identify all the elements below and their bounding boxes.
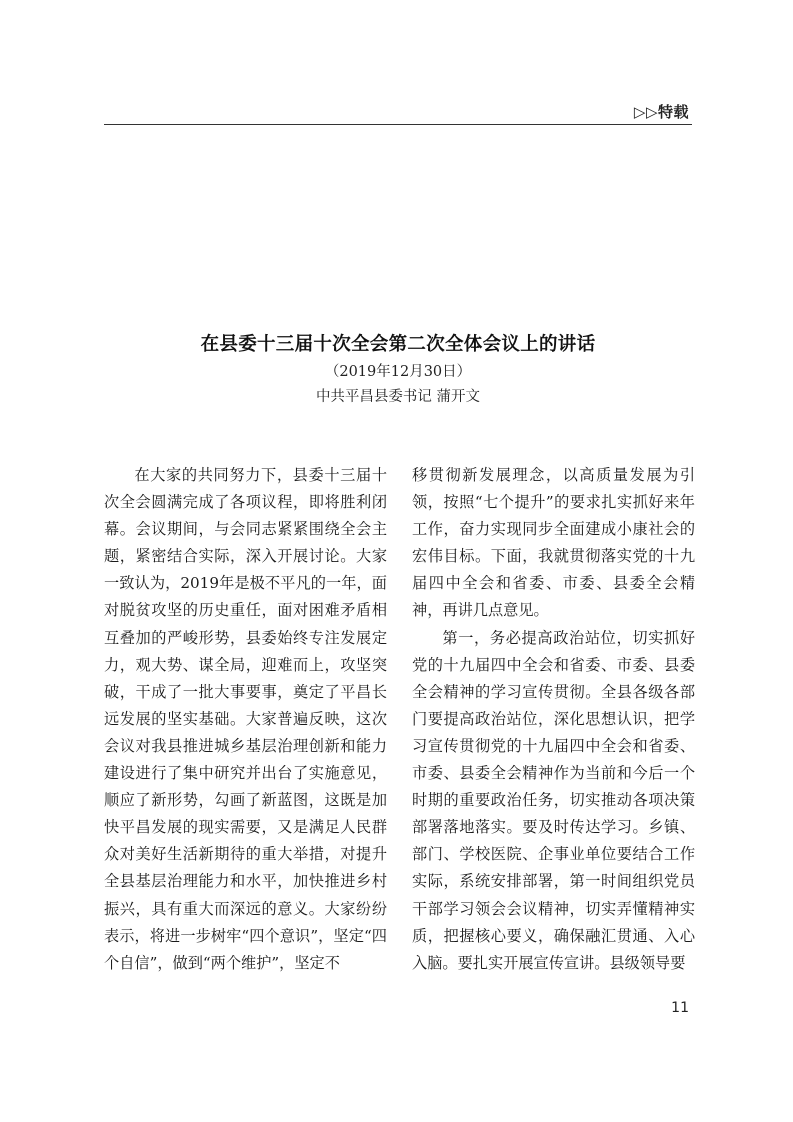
paragraph: 移贯彻新发展理念，以高质量发展为引领，按照“七个提升”的要求扎实抓好来年工作，奋力实现同步全面建成小康社会的宏伟目标。下面，我就贯彻落实党的十九届四中全会和省委、市委、县委全会精神，再讲几点意见。 <box>412 466 695 620</box>
article-date: （2019年12月30日） <box>324 364 472 380</box>
page-number: 11 <box>671 1000 689 1016</box>
section-label: ▷▷特载 <box>633 103 689 121</box>
paragraph: 第一，务必提高政治站位，切实抓好党的十九届四中全会和省委、市委、县委全会精神的学习宣传贯彻。全县各级各部门要提高政治站位，深化思想认识，把学习宣传贯彻党的十九届四中全会和省委、市委、县委全会精神作为当前和今后一个时期的重要政治任务，切实推动各项决策部署落地落实。要及时传达学习。乡镇、部门、学校医院、企事业单位要结合工作实际，系统安排部署，第一时间组织党员干部学习领会会议精神，切实弄懂精神实质，把握核心要义，确保融汇贯通、入心入脑。要扎实开展宣传宣讲。县级领导要 <box>412 628 695 972</box>
body-column-left <box>104 462 387 977</box>
header-divider <box>104 124 692 125</box>
article-title: 在县委十三届十次全会第二次全体会议上的讲话 <box>200 334 596 355</box>
paragraph: 在大家的共同努力下，县委十三届十次全会圆满完成了各项议程，即将胜利闭幕。会议期间，与会同志紧紧围绕全会主题，紧密结合实际，深入开展讨论。大家一致认为，2019年是极不平凡的一年，面对脱贫攻坚的历史重任，面对困难矛盾相互叠加的严峻形势，县委始终专注发展定力，观大势、谋全局，迎难而上，攻坚突破，干成了一批大事要事，奠定了平昌长远发展的坚实基础。大家普遍反映，这次会议对我县推进城乡基层治理创新和能力建设进行了集中研究并出台了实施意见，顺应了新形势，勾画了新蓝图，这既是加快平昌发展的现实需要，又是满足人民群众对美好生活新期待的重大举措，对提升全县基层治理能力和水平，加快推进乡村振兴，具有重大而深远的意义。大家纷纷表示，将进一步树牢“四个意识”，坚定“四个自信”，做到“两个维护”，坚定不 <box>104 466 387 972</box>
body-column-right <box>412 462 695 977</box>
article-author: 中共平昌县委书记 蒲开文 <box>315 389 481 405</box>
